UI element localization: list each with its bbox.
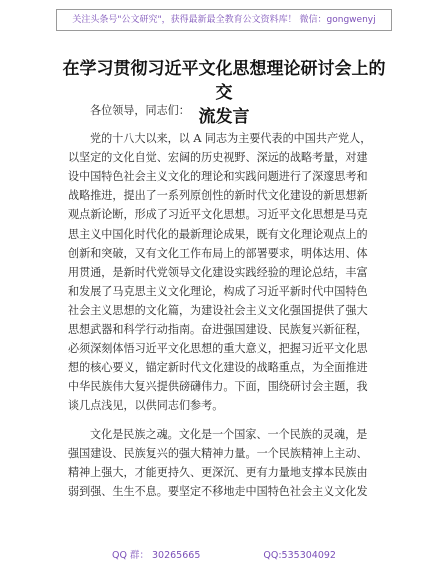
paragraph-line: 弱到强、生生不息。要坚定不移地走中国特色社会主义文化发 bbox=[68, 484, 368, 498]
paragraph-line: 思想武器和科学行动指南。奋进强国建设、民族复兴新征程， bbox=[68, 323, 368, 337]
paragraph-line: 谈几点浅见，以供同志们参考。 bbox=[68, 399, 224, 413]
paragraph-line: 必须深刻体悟习近平文化思想的重大意义，把握习近平文化思 bbox=[68, 342, 368, 356]
spacer bbox=[68, 416, 386, 425]
footer-contact bbox=[0, 547, 448, 561]
paragraph-line: 战略推进，提出了一系列原创性的新时代文化建设的新思想新 bbox=[68, 189, 368, 203]
header-promo-note: 关注头条号"公文研究"，获得最新最全教育公文资料库！ 微信：gongwenyj bbox=[56, 9, 392, 31]
paragraph-line: 用贯通，是新时代党领导文化建设实践经验的理论总结，丰富 bbox=[68, 265, 368, 279]
paragraph-line: 中华民族伟大复兴提供磅礴伟力。下面，围绕研讨会主题，我 bbox=[68, 380, 368, 394]
paragraph-2 bbox=[68, 425, 386, 501]
paragraph-line: 党的十八大以来，以 A 同志为主要代表的中国共产党人， bbox=[90, 132, 372, 146]
paragraph-line: 社会主义思想的文化篇，为建设社会主义文化强国提供了强大 bbox=[68, 303, 368, 317]
paragraph-line: 设中国特色社会主义文化的理论和实践问题进行了深邃思考和 bbox=[68, 170, 368, 184]
paragraph-line: 想的核心要义，锚定新时代文化建设的战略重点，为全面推进 bbox=[68, 361, 368, 375]
title-line-1: 在学习贯彻习近平文化思想理论研讨会上的交 bbox=[62, 59, 386, 103]
paragraph-line: 思主义中国化时代化的最新理论成果，既有文化理论观点上的 bbox=[68, 227, 368, 241]
footer-qq-group: QQ 群： 30265665 bbox=[112, 550, 201, 561]
salutation: 各位领导，同志们： bbox=[90, 104, 190, 117]
paragraph-line: 创新和突破，又有文化工作布局上的部署要求，明体达用、体 bbox=[68, 246, 368, 260]
document-body bbox=[68, 101, 386, 501]
footer-qq-number: QQ:535304092 bbox=[263, 550, 336, 561]
paragraph-line: 强国建设、民族复兴的强大精神力量。一个民族精神上主动、 bbox=[68, 446, 368, 460]
title-line-2: 流发言 bbox=[198, 107, 250, 127]
paragraph-1 bbox=[68, 129, 386, 415]
paragraph-line: 以坚定的文化自觉、宏阔的历史视野、深远的战略考量，对建 bbox=[68, 151, 368, 165]
paragraph-line: 观点新论断，形成了习近平文化思想。习近平文化思想是马克 bbox=[68, 208, 368, 222]
paragraph-line: 文化是民族之魂。文化是一个国家、一个民族的灵魂，是 bbox=[90, 427, 368, 441]
paragraph-line: 精神上强大，才能更持久、更深沉、更有力量地支撑本民族由 bbox=[68, 465, 368, 479]
spacer bbox=[68, 120, 386, 129]
paragraph-line: 和发展了马克思主义文化理论，构成了习近平新时代中国特色 bbox=[68, 284, 368, 298]
